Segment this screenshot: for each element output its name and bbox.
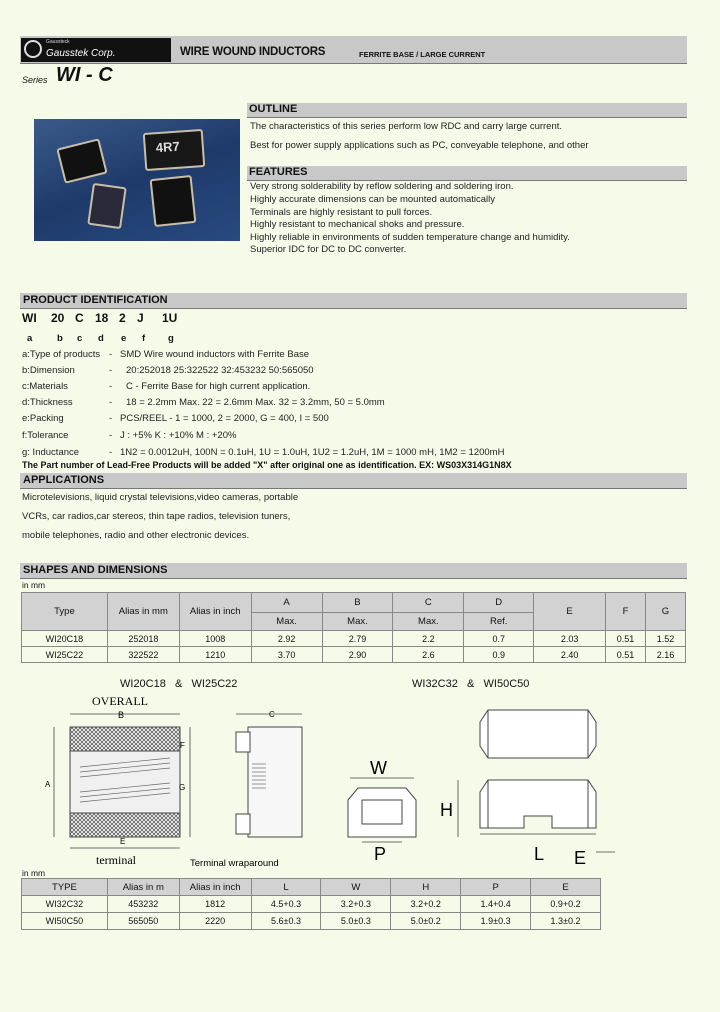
letter-d: d (98, 333, 104, 344)
header-b: B (322, 593, 393, 613)
subheader-a: Max. (251, 613, 322, 631)
pid-dash: - (109, 447, 113, 458)
label-f: F (180, 741, 185, 750)
cell: 2.2 (393, 631, 464, 647)
code-b: 20 (51, 311, 65, 325)
cell: 1.52 (645, 631, 685, 647)
cell: 0.51 (606, 631, 646, 647)
header-alias-mm: Alias in m (107, 879, 179, 896)
header-d: D (464, 593, 534, 613)
cell: 453232 (107, 896, 179, 913)
series-name: WI - C (56, 64, 113, 86)
pid-dash: - (109, 397, 113, 408)
company-name: Gausstek Corp. (46, 48, 116, 59)
chip-2 (143, 129, 206, 171)
pid-value: C - Ferrite Base for high current application. (126, 381, 311, 392)
product-id-title: PRODUCT IDENTIFICATION (23, 294, 168, 306)
letter-e: e (121, 333, 127, 344)
cell: 3.70 (251, 647, 322, 663)
pid-label: e:Packing (22, 413, 64, 424)
applications-band (20, 473, 687, 489)
code-a: WI (22, 311, 37, 325)
table-row (22, 647, 686, 663)
subheader-b: Max. (322, 613, 393, 631)
label-e: E (120, 837, 126, 846)
pid-dash: - (109, 413, 113, 424)
cell: WI20C18 (22, 631, 108, 647)
product-photo (34, 119, 240, 241)
diagram-right-title: WI32C32 & WI50C50 (412, 678, 530, 690)
pid-label: d:Thickness (22, 397, 73, 408)
feature-3: Terminals are highly resistant to pull forces. (250, 207, 433, 218)
page-subtitle: FERRITE BASE / LARGE CURRENT (359, 50, 486, 59)
subheader-c: Max. (393, 613, 464, 631)
application-line-2: VCRs, car radios,car stereos, thin tape radios, television tuners, (22, 511, 291, 522)
cell: 1210 (179, 647, 251, 663)
table-row (22, 631, 686, 647)
feature-4: Highly resistant to mechanical shoks and pressure. (250, 219, 465, 230)
table-row (22, 913, 601, 930)
header-type: TYPE (22, 879, 108, 896)
cell: WI25C22 (22, 647, 108, 663)
application-line-1: Microtelevisions, liquid crystal televisions,video cameras, portable (22, 492, 299, 503)
side-terminal-bottom (236, 814, 250, 834)
letter-a: a (27, 333, 33, 344)
header-e: E (534, 593, 606, 631)
outline-line-2: Best for power supply applications such as PC, conveyable telephone, and other (250, 140, 589, 151)
code-e: 2 (119, 311, 126, 325)
cell: 2.03 (534, 631, 606, 647)
header-f: F (606, 593, 646, 631)
lead-free-note: The Part number of Lead-Free Products will be added "X" after original one as identification. EX: WS03X314G1N8X (22, 460, 512, 470)
cell: 0.7 (464, 631, 534, 647)
pid-label: g: Inductance (22, 447, 80, 458)
pid-dash: - (109, 430, 113, 441)
dimension-table-1 (21, 592, 686, 663)
side-terminal-top (236, 732, 250, 752)
pid-label: a:Type of products (22, 349, 101, 360)
cell: 0.9+0.2 (531, 896, 601, 913)
cell: 2220 (179, 913, 251, 930)
top-terminal (70, 727, 180, 751)
pid-label: f:Tolerance (22, 430, 69, 441)
pid-label: c:Materials (22, 381, 68, 392)
terminal-label: terminal (96, 853, 136, 867)
outline-title: OUTLINE (249, 103, 298, 115)
pid-value: 20:252018 25:322522 32:453232 50:565050 (126, 365, 314, 376)
label-e2: E (574, 848, 587, 868)
code-f: J (137, 311, 144, 325)
side-body-view (480, 780, 596, 828)
bottom-terminal (70, 813, 180, 837)
dimension-table-2 (21, 878, 601, 930)
header-g: G (645, 593, 685, 631)
label-b: B (118, 710, 125, 720)
cell: 3.2+0.3 (321, 896, 391, 913)
cell: 0.9 (464, 647, 534, 663)
logo-text: Gaussteck (46, 39, 70, 45)
cell: 565050 (107, 913, 179, 930)
letter-f: f (142, 333, 146, 344)
page-title: WIRE WOUND INDUCTORS (180, 46, 326, 58)
letter-g: g (168, 333, 174, 344)
header-c: C (393, 593, 464, 613)
header-h: H (391, 879, 461, 896)
cell: 2.40 (534, 647, 606, 663)
feature-1: Very strong solderability by reflow soldering and soldering iron. (250, 181, 514, 192)
cell: 1.9±0.3 (461, 913, 531, 930)
features-title: FEATURES (249, 166, 308, 178)
letter-c: c (77, 333, 83, 344)
applications-title: APPLICATIONS (23, 474, 105, 486)
cell: 1.3±0.2 (531, 913, 601, 930)
diagram-left (40, 692, 330, 870)
cell: 2.79 (322, 631, 393, 647)
cell: 1812 (179, 896, 251, 913)
chip-1 (56, 138, 107, 184)
cell: 0.51 (606, 647, 646, 663)
diagram-left-title: WI20C18 & WI25C22 (120, 678, 238, 690)
header-a: A (251, 593, 322, 613)
label-h: H (440, 800, 453, 820)
cell: 322522 (107, 647, 179, 663)
shapes-title: SHAPES AND DIMENSIONS (23, 564, 168, 576)
header-alias-inch: Alias in inch (179, 593, 251, 631)
chip-4 (150, 175, 197, 227)
unit-label: in mm (22, 580, 46, 590)
cell: 2.92 (251, 631, 322, 647)
outline-band (247, 103, 687, 118)
header-l: L (251, 879, 321, 896)
features-band (247, 166, 687, 181)
series-label: Series (22, 75, 48, 85)
cell: 1.4+0.4 (461, 896, 531, 913)
pid-value: 1N2 = 0.0012uH, 100N = 0.1uH, 1U = 1.0uH, 1U2 = 1.2uH, 1M = 1000 mH, 1M2 = 1200mH (120, 447, 505, 458)
cell: 1008 (179, 631, 251, 647)
code-g: 1U (162, 311, 178, 325)
cell: 252018 (107, 631, 179, 647)
feature-2: Highly accurate dimensions can be mounted automatically (250, 194, 496, 205)
cell: 5.0±0.3 (321, 913, 391, 930)
header-e: E (531, 879, 601, 896)
table-row (22, 896, 601, 913)
cell: 4.5+0.3 (251, 896, 321, 913)
wraparound-label: Terminal wraparound (190, 858, 279, 869)
label-l: L (534, 844, 545, 864)
diagram-right (340, 692, 640, 870)
front-body-inner (362, 800, 402, 824)
outline-line-1: The characteristics of this series perform low RDC and carry large current. (250, 121, 563, 132)
logo-g-icon (24, 40, 42, 58)
subheader-d: Ref. (464, 613, 534, 631)
pid-dash: - (109, 381, 113, 392)
label-c: C (269, 710, 275, 719)
pid-dash: - (109, 365, 113, 376)
code-d: 18 (95, 311, 109, 325)
application-line-3: mobile telephones, radio and other electronic devices. (22, 530, 250, 541)
unit-label-2: in mm (22, 868, 46, 878)
label-w: W (370, 758, 387, 778)
side-view-body (248, 727, 302, 837)
chip-label: 4R7 (155, 138, 181, 156)
header-alias-mm: Alias in mm (107, 593, 179, 631)
top-body-view (480, 710, 596, 758)
pid-label: b:Dimension (22, 365, 75, 376)
overall-label: OVERALL (92, 694, 148, 708)
pid-value: SMD Wire wound inductors with Ferrite Base (120, 349, 310, 360)
header-w: W (321, 879, 391, 896)
header-p: P (461, 879, 531, 896)
header-alias-inch: Alias in inch (179, 879, 251, 896)
chip-3 (87, 183, 127, 229)
pid-value: 18 = 2.2mm Max. 22 = 2.6mm Max. 32 = 3.2mm, 50 = 5.0mm (126, 397, 385, 408)
cell: 5.0±0.2 (391, 913, 461, 930)
cell: 2.16 (645, 647, 685, 663)
label-p: P (374, 844, 387, 864)
cell: 2.6 (393, 647, 464, 663)
feature-5: Highly reliable in environments of sudden temperature change and humidity. (250, 232, 570, 243)
header-type: Type (22, 593, 108, 631)
cell: 5.6±0.3 (251, 913, 321, 930)
pid-dash: - (109, 349, 113, 360)
code-c: C (75, 311, 84, 325)
pid-value: J : +5% K : +10% M : +20% (120, 430, 237, 441)
cell: WI50C50 (22, 913, 108, 930)
pid-value: PCS/REEL - 1 = 1000, 2 = 2000, G = 400, I = 500 (120, 413, 329, 424)
label-a: A (45, 780, 51, 789)
letter-b: b (57, 333, 63, 344)
cell: WI32C32 (22, 896, 108, 913)
cell: 3.2+0.2 (391, 896, 461, 913)
cell: 2.90 (322, 647, 393, 663)
feature-6: Superior IDC for DC to DC converter. (250, 244, 407, 255)
label-g: G (179, 783, 186, 792)
